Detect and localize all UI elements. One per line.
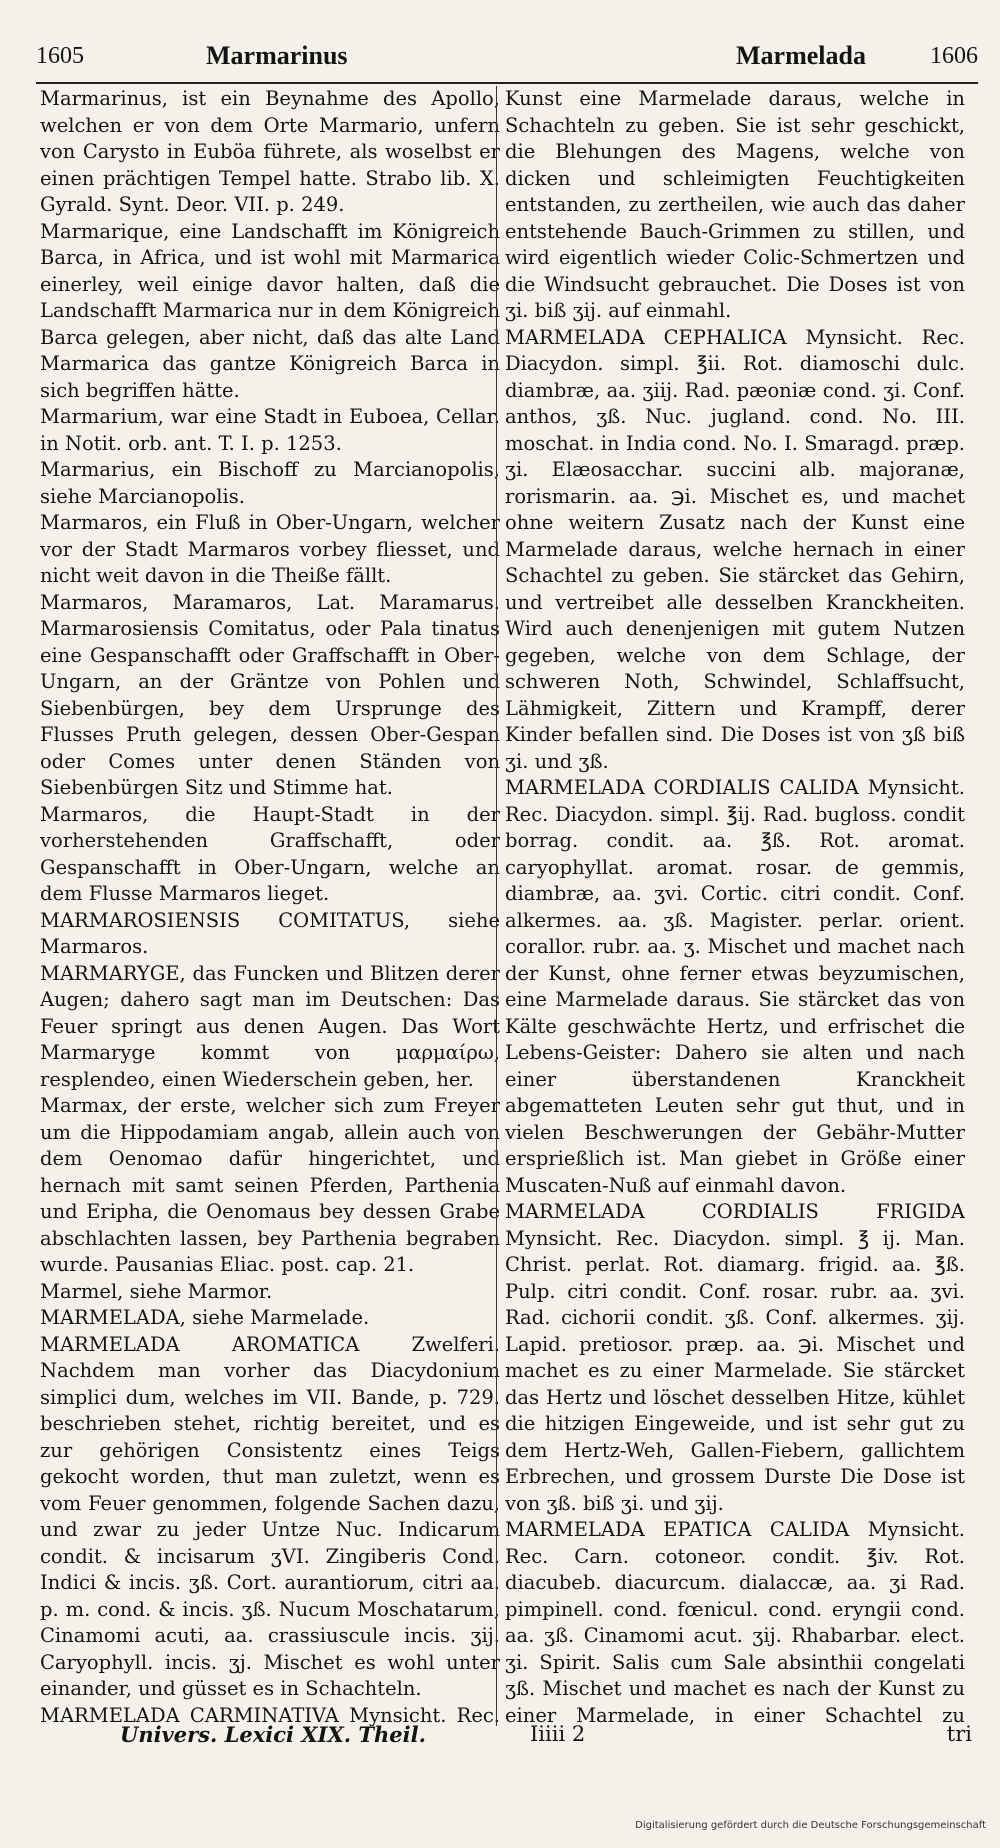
entry-marmarium: Marmarium, war eine Stadt in Euboea, Cellar. in Notit. orb. ant. T. I. p. 1253.	[40, 405, 500, 455]
entry-marmelada-cordialis-calida: MARMELADA CORDIALIS CALIDA Mynsicht. Rec. Diacydon. simpl. ℥ij. Rad. bugloss. condit borrag. condit. aa. ℥ß. Rot. aromat. caryophyllat. aromat. rosar. de gemmis, diambræ, aa. ʒvi. Cortic. citri condit. Conf. alkermes. aa. ʒß. Magister. perlar. orient. corallor. rubr. aa. ʒ. Mischet und machet nach der Kunst, ohne ferner etwas beyzumischen, eine Marmelade daraus. Sie stärcket das von Kälte geschwächte Hertz, und erfrischet die Lebens-Geister: Dahero sie alten und nach einer überstandenen Kranckheit abgematteten Leuten sehr gut thut, und in vielen Beschwerungen der Gebähr-Mutter erspriеßlich ist. Man giebet in Größe einer Muscaten-Nuß auf einmahl davon.	[505, 776, 965, 1197]
entry-marmelada: MARMELADA, siehe Marmelade.	[40, 1306, 370, 1329]
entry-marmaros-county: Marmaros, Maramaros, Lat. Maramarus. Marmarosiensis Comitatus, oder Pala tinatus eine Gespanschafft oder Graffschafft in Ober-Ungarn, an der Gräntze von Pohlen und Siebenbürgen, bey dem Ursprunge des Flusses Pruth gelegen, dessen Ober-Gespan oder Comes unter denen Ständen von Siebenbürgen Sitz und Stimme hat.	[40, 590, 500, 799]
header-rule	[36, 82, 978, 84]
entry-marmaros-city: Marmaros, die Haupt-Stadt in der vorherstehenden Graffschafft, oder Gespanschafft in Ober-Ungarn, welche an dem Flusse Marmaros lieget.	[40, 802, 500, 905]
entry-marmelada-cordialis-frigida: MARMELADA CORDIALIS FRIGIDA Mynsicht. Rec. Diacydon. simpl. ℥ ij. Man. Christ. perlat. Rot. diamarg. frigid. aa. ℥ß. Pulp. citri condit. Conf. rosar. rubr. aa. ʒvi. Rad. cichorii condit. ʒß. Conf. alkermes. ʒij. Lapid. pretiosor. præp. aa. ℈i. Mischet und machet es zu einer Marmelade. Sie stärcket das Hertz und löschet desselben Hitze, kühlet die hitzigen Eingeweide, und ist sehr gut zu dem Hertz-Weh, Gallen-Fiebern, gallichtem Erbrechen, und grossem Durste Die Dose ist von ʒß. biß ʒi. und ʒij.	[505, 1200, 965, 1515]
entry-marmaryge: MARMARYGE, das Funcken und Blitzen derer Augen; dahero sagt man im Deutschen: Das Feuer springt aus denen Augen. Das Wort Marmaryge kommt von μαρμαίρω, resplendeo, einen Wiederschein geben, her.	[40, 961, 500, 1091]
right-column	[505, 86, 965, 1726]
entry-marmaros-river: Marmaros, ein Fluß in Ober-Ungarn, welcher vor der Stadt Marmaros vorbey fliesset, und nicht weit davon in die Theiße fällt.	[40, 511, 500, 587]
entry-marmarosiensis: MARMAROSIENSIS COMITATUS, siehe Marmaros.	[40, 908, 500, 958]
right-running-title: Marmelada	[736, 41, 866, 70]
left-page-number: 1605	[36, 43, 84, 69]
entry-marmax: Marmax, der erste, welcher sich zum Freyer um die Hippodamiam angab, allein auch von dem Oenomao dafür hingerichtet, und hernach mit samt seinen Pferden, Parthenia und Eripha, die Oenomaus bey dessen Grabe abschlachten lassen, bey Parthenia begraben wurde. Pausanias Eliac. post. cap. 21.	[40, 1094, 500, 1276]
entry-marmelada-epatica-calida: MARMELADA EPATICA CALIDA Mynsicht. Rec. Carn. cotoneor. condit. ℥iv. Rot. diacubeb. diacurcum. dialaccæ, aa. ʒi Rad. pimpinell. cond. fœnicul. cond. eryngii cond. aa. ʒß. Cinamomi acut. ʒij. Rhabarbar. elect. ʒi. Spirit. Salis cum Sale absinthii congelati ʒß. Mischet und machet es nach der Kunst zu einer Marmelade, in einer Schachtel zu	[505, 1518, 965, 1726]
left-column	[40, 86, 500, 1726]
entry-marmel: Marmel, siehe Marmor.	[40, 1279, 273, 1303]
entry-marmarius: Marmarius, ein Bischoff zu Marcianopolis, siehe Marcianopolis.	[40, 458, 500, 508]
catchword: tri	[946, 1722, 972, 1746]
left-running-title: Marmarinus	[206, 41, 348, 70]
entry-marmelada-cephalica: MARMELADA CEPHALICA Mynsicht. Rec. Diacydon. simpl. ℥ii. Rot. diamoschi dulc. diambræ, aa. ʒiij. Rad. pæoniæ cond. ʒi. Conf. anthos, ʒß. Nuc. jugland. cond. No. III. moschat. in India cond. No. I. Smaragd. præp. ʒi. Elæosacchar. succini alb. majoranæ, rorismarin. aa. ℈i. Mischet es, und machet ohne weitern Zusatz nach der Kunst eine Marmelade daraus, welche hernach in einer Schachtel zu geben. Sie stärcket das Gehirn, und vertreibet alle desselben Kranckheiten. Wird auch denenjenigen mit gutem Nutzen gegeben, welche von dem Schlage, der schweren Noth, Schwindel, Schlaffsucht, Lähmigkeit, Zittern und Krampff, derer Kinder befallen sind. Die Doses ist von ʒß biß ʒi. und ʒß.	[505, 325, 965, 773]
entry-carminativa-continued: Kunst eine Marmelade daraus, welche in Schachteln zu geben. Sie ist sehr geschickt, die Blehungen des Magens, welche von dicken und schleimigten Feuchtigkeiten entstanden, zu zertheilen, wie auch das daher entstehende Bauch-Grimmen zu stillen, und wird eigentlich wieder Colic-Schmertzen und die Windsucht gebrauchet. Die Doses ist von ʒi. biß ʒij. auf einmahl.	[505, 87, 965, 322]
entry-marmarique: Marmarique, eine Landschafft im Königreich Barca, in Africa, und ist wohl mit Marmarica einerley, weil einige davor halten, daß die Landschafft Marmarica nur in dem Königreich Barca gelegen, aber nicht, daß das alte Land Marmarica das gantze Königreich Barca in sich begriffen hätte.	[40, 219, 500, 402]
entry-marmelada-carminativa: MARMELADA CARMINATIVA Mynsicht. Rec.	[40, 1703, 500, 1726]
page-header	[36, 36, 978, 78]
volume-footer: Univers. Lexici XIX. Theil.	[120, 1722, 426, 1747]
column-divider	[496, 86, 497, 1726]
digitization-credit: Digitalisierung gefördert durch die Deutsche Forschungsgemeinschaft	[635, 1820, 986, 1831]
entry-marmarinus: Marmarinus, ist ein Beynahme des Apollo, welchen er von dem Orte Marmario, unfern von Carysto in Euböa führete, als woselbst er einen prächtigen Tempel hatte. Strabo lib. X. Gyrald. Synt. Deor. VII. p. 249.	[40, 87, 500, 216]
entry-marmelada-aromatica: MARMELADA AROMATICA Zwelferi. Nachdem man vorher das Diacydonium simplici dum, welches im VII. Bande, p. 729. beschrieben stehet, richtig bereitet, und es zur gehörigen Consistentz eines Teigs gekocht worden, thut man zuletzt, wenn es vom Feuer genommen, folgende Sachen dazu, und zwar zu jeder Untze Nuc. Indicarum condit. & incisarum ʒVI. Zingiberis Cond. Indici & incis. ʒß. Cort. aurantiorum, citri aa. p. m. cond. & incis. ʒß. Nucum Moschatarum, Cinamomi acuti, aa. crassiuscule incis. ʒij. Caryophyll. incis. ʒj. Mischet es wohl unter einander, und güsset es in Schachteln.	[40, 1332, 500, 1700]
signature-mark: Iiiii 2	[530, 1722, 586, 1746]
right-page-number: 1606	[930, 43, 978, 69]
